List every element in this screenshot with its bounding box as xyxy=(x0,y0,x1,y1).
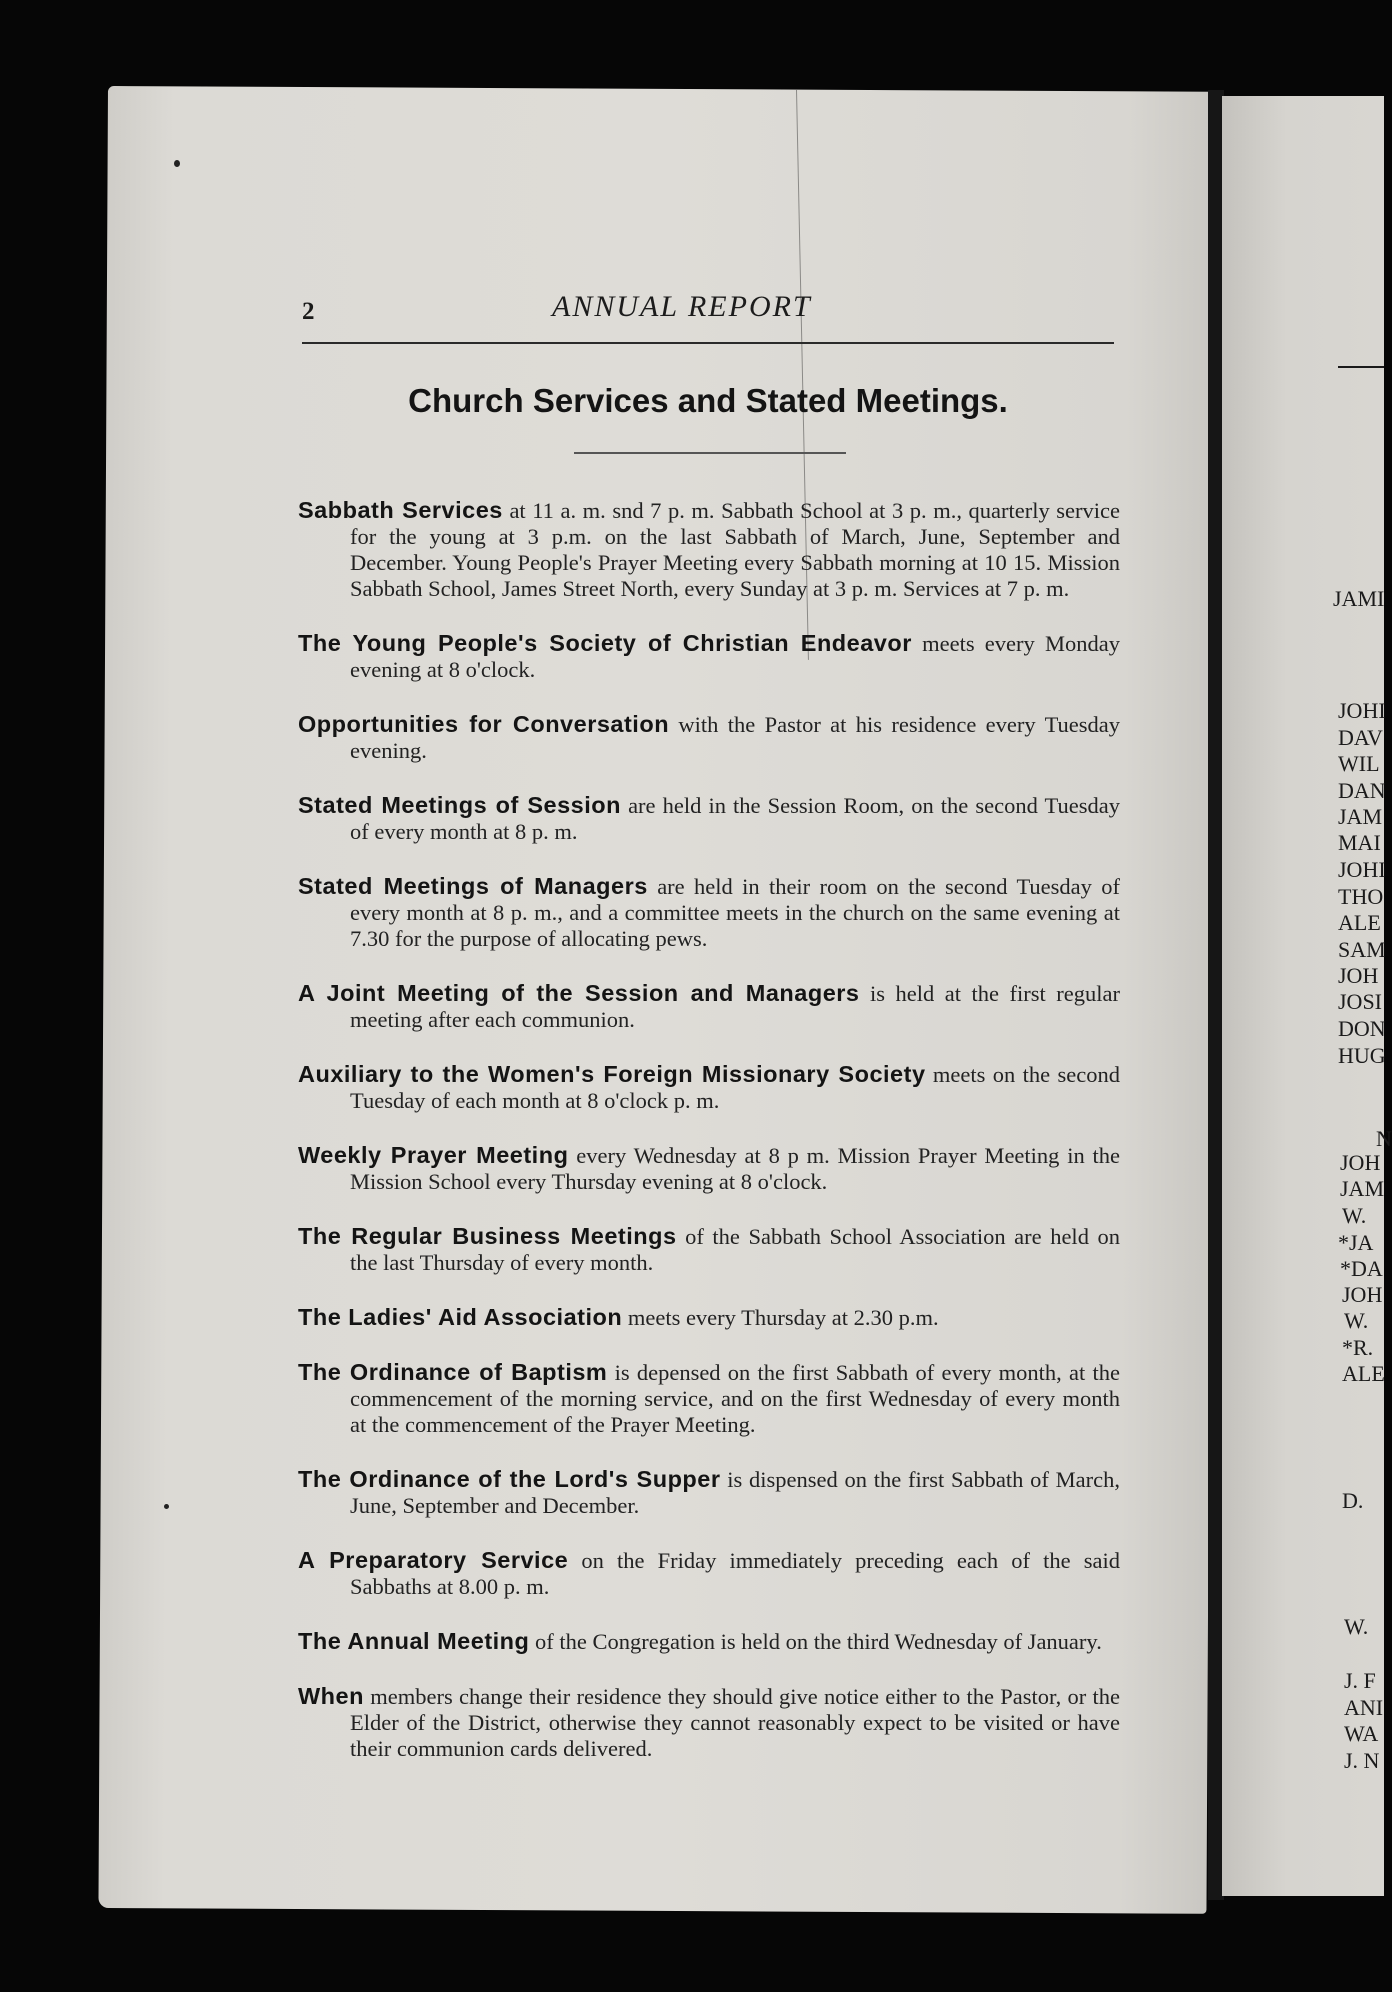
facing-page-line: WA xyxy=(1344,1721,1379,1746)
ink-speck xyxy=(174,160,180,167)
entry-lead: A Preparatory Service xyxy=(298,1546,569,1573)
facing-page-line: W. xyxy=(1344,1308,1369,1333)
entry-baptism xyxy=(298,1359,1120,1438)
entry-prayer-meeting xyxy=(298,1142,1120,1195)
facing-page-line: ALE xyxy=(1342,1361,1385,1386)
entry-annual-meeting xyxy=(298,1628,1120,1655)
facing-page-line: JOSI xyxy=(1338,989,1383,1014)
facing-page-line: N xyxy=(1376,1126,1392,1151)
entry-text: on the Friday immediately preceding each of the said Sabbaths at 8.00 p. m. xyxy=(350,1547,1121,1599)
facing-page-line: DAV xyxy=(1338,725,1383,750)
facing-page-line: JOH xyxy=(1338,963,1379,988)
facing-page-line: THO xyxy=(1338,884,1384,909)
facing-page-rule xyxy=(1338,366,1384,368)
entry-preparatory-service xyxy=(298,1547,1120,1600)
entry-text: are held in their room on the second Tuesday of every month at 8 p. m., and a committee meets in the church on the same evening at 7.30 for the purpose of allocating pews. xyxy=(350,873,1121,951)
entry-lead: The Ordinance of Baptism xyxy=(298,1358,608,1385)
facing-page-line: DON xyxy=(1338,1016,1386,1041)
facing-page-line: WIL xyxy=(1338,751,1380,776)
entry-lead: Weekly Prayer Meeting xyxy=(298,1141,569,1168)
facing-page-line: HUG xyxy=(1338,1043,1386,1068)
entry-text: meets on the second Tuesday of each month at 8 o'clock p. m. xyxy=(350,1061,1121,1113)
facing-page-line: JAM xyxy=(1340,1176,1385,1201)
entry-sabbath-services xyxy=(298,497,1120,602)
entry-lead: Stated Meetings of Managers xyxy=(298,872,648,899)
entry-lead: Auxiliary to the Women's Foreign Missionary Society xyxy=(298,1060,926,1087)
facing-page-line: J. N xyxy=(1344,1748,1380,1773)
facing-page-line: JOHI xyxy=(1338,698,1386,723)
entry-lead: The Annual Meeting xyxy=(298,1627,530,1654)
entry-lead: The Regular Business Meetings xyxy=(298,1222,677,1249)
entry-missionary-society xyxy=(298,1061,1120,1114)
entry-lead: When xyxy=(298,1682,364,1709)
entry-text: of the Congregation is held on the third Wednesday of January. xyxy=(535,1628,1102,1654)
section-heading: Church Services and Stated Meetings. xyxy=(408,382,1008,419)
entry-text: of the Sabbath School Association are held on the last Thursday of every month. xyxy=(350,1223,1121,1275)
facing-page-line: D. xyxy=(1342,1488,1364,1513)
entry-joint-meeting xyxy=(298,980,1120,1033)
entry-text: meets every Monday evening at 8 o'clock. xyxy=(350,630,1120,682)
entry-managers-meetings xyxy=(298,873,1120,952)
facing-page-line: W. xyxy=(1342,1203,1367,1228)
entry-business-meetings xyxy=(298,1223,1120,1276)
entry-text: are held in the Session Room, on the second Tuesday of every month at 8 p. m. xyxy=(350,792,1120,844)
entry-ladies-aid xyxy=(298,1304,1120,1331)
entry-text: is held at the first regular meeting after each communion. xyxy=(350,980,1120,1032)
entry-text: is dispensed on the first Sabbath of March, June, September and December. xyxy=(350,1466,1121,1518)
entry-lead: Sabbath Services xyxy=(298,496,503,523)
entry-lead: A Joint Meeting of the Session and Managers xyxy=(298,979,860,1006)
facing-page-line: *DA xyxy=(1340,1256,1383,1281)
entry-lead: The Ladies' Aid Association xyxy=(298,1303,623,1330)
page-number: 2 xyxy=(302,298,315,325)
facing-page-line: *JA xyxy=(1338,1230,1374,1255)
facing-page-line: *R. xyxy=(1342,1335,1374,1360)
entry-text: at 11 a. m. snd 7 p. m. Sabbath School at 3 p. m., quarterly service for the young at 3 p.m. on the last Sabbath of March, June, September and December. Young People's Prayer Meeting every Sabbath morning at 10 15. Mission Sabbath School, James Street North, every Sunday at 3 p. m. Services at 7 p. m. xyxy=(350,497,1121,601)
ink-speck xyxy=(164,1504,169,1509)
entry-lead: The Young People's Society of Christian Endeavor xyxy=(298,629,912,656)
facing-page-line: ANI xyxy=(1344,1695,1384,1720)
heading-rule xyxy=(574,452,846,454)
facing-page-line: JAMI xyxy=(1333,586,1385,611)
running-head xyxy=(302,290,1114,330)
facing-page-line: ALE xyxy=(1338,910,1381,935)
facing-page-line: DAN xyxy=(1338,778,1386,803)
meetings-list xyxy=(298,474,1120,1790)
entry-change-of-residence xyxy=(298,1683,1120,1762)
entry-text: with the Pastor at his residence every Tuesday evening. xyxy=(350,711,1121,763)
entry-text: every Wednesday at 8 p m. Mission Prayer Meeting in the Mission School every Thursday evening at 8 o'clock. xyxy=(350,1142,1121,1194)
header-rule xyxy=(302,342,1114,344)
entry-text: is depensed on the first Sabbath of every month, at the commencement of the morning service, and on the first Wednesday of every month at the commencement of the Prayer Meeting. xyxy=(350,1359,1120,1437)
facing-page-line: JOH xyxy=(1342,1282,1383,1307)
facing-page-line: SAM xyxy=(1338,937,1386,962)
entry-text: meets every Thursday at 2.30 p.m. xyxy=(627,1304,939,1330)
facing-page-line: MAI xyxy=(1338,830,1381,855)
facing-page-line: JAM xyxy=(1338,804,1383,829)
entry-christian-endeavor xyxy=(298,630,1120,683)
facing-page-line: JOH xyxy=(1340,1150,1381,1175)
entry-text: members change their residence they should give notice either to the Pastor, or the Elder of the District, otherwise they cannot reasonably expect to be visited or have their communion cards delivered. xyxy=(350,1683,1121,1761)
entry-lords-supper xyxy=(298,1466,1120,1519)
entry-lead: The Ordinance of the Lord's Supper xyxy=(298,1465,721,1492)
entry-lead: Stated Meetings of Session xyxy=(298,791,621,818)
entry-lead: Opportunities for Conversation xyxy=(298,710,670,737)
running-title: ANNUAL REPORT xyxy=(552,290,812,323)
facing-page-line: JOHI xyxy=(1338,857,1386,882)
entry-conversation xyxy=(298,711,1120,764)
facing-page-line: J. F xyxy=(1344,1668,1376,1693)
entry-session-meetings xyxy=(298,792,1120,845)
facing-page-line: W. xyxy=(1344,1614,1369,1639)
